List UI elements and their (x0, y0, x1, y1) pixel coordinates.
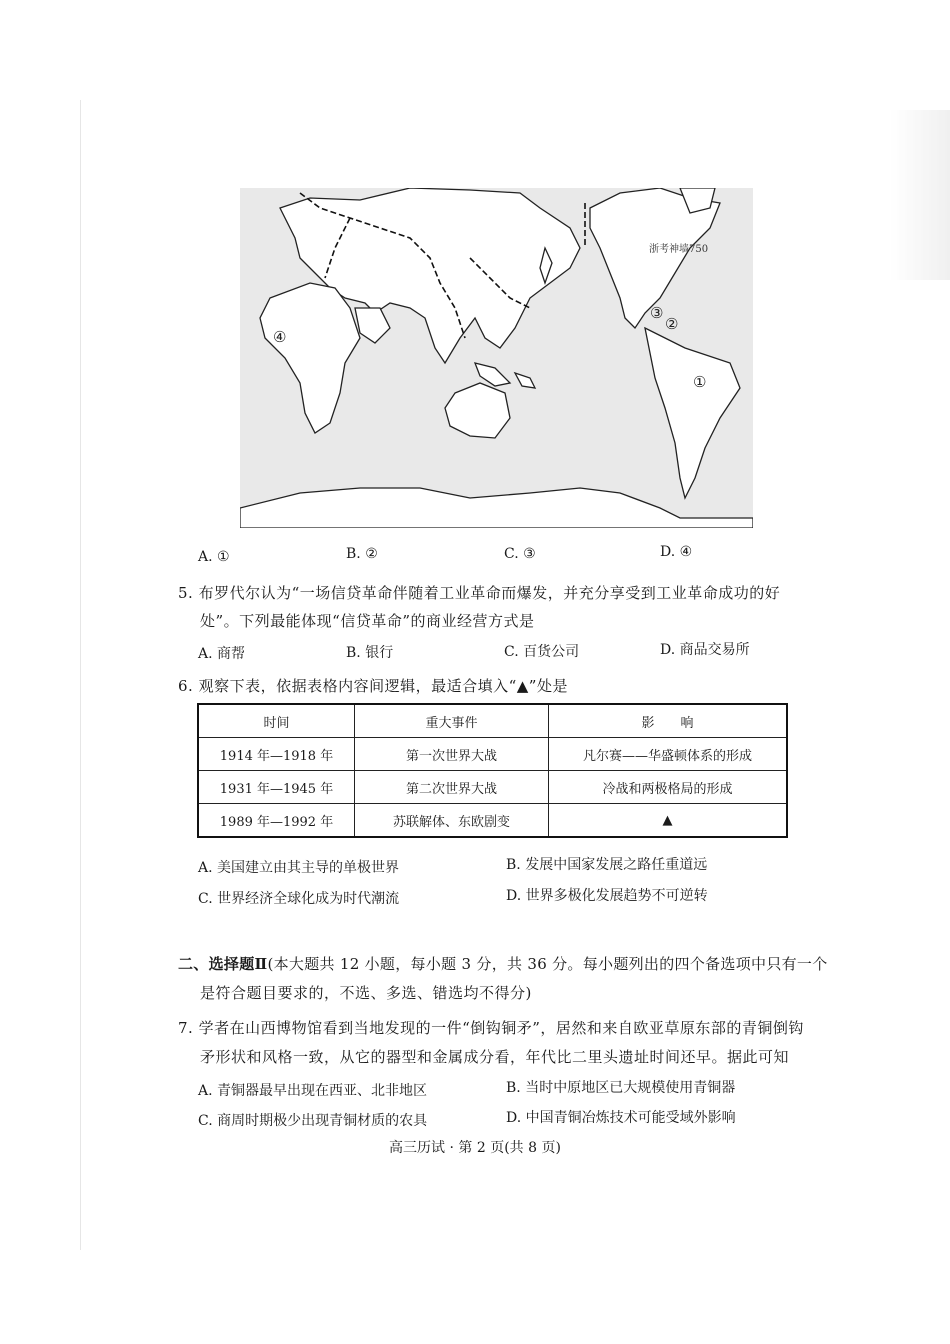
table-row (198, 738, 787, 771)
cell-event: 第二次世界大战 (355, 771, 549, 804)
cell-time: 1931 年—1945 年 (198, 771, 355, 804)
table-header-row (198, 704, 787, 738)
q4-option-c[interactable]: C. ③ (504, 546, 536, 562)
scan-shadow (890, 110, 950, 280)
q7-option-d[interactable]: D. 中国青铜冶炼技术可能受域外影响 (506, 1110, 736, 1126)
section2-heading (178, 953, 828, 974)
q6-option-b[interactable]: B. 发展中国家发展之路任重道远 (506, 857, 708, 873)
world-map-outline (240, 188, 753, 528)
header-impact: 影 响 (549, 704, 788, 738)
q5-option-d[interactable]: D. 商品交易所 (660, 642, 750, 658)
header-event: 重大事件 (355, 704, 549, 738)
antarctica-landmass (240, 488, 753, 528)
cell-impact: 冷战和两极格局的形成 (549, 771, 788, 804)
q4-option-a[interactable]: A. ① (198, 549, 230, 565)
world-map (240, 188, 753, 528)
map-marker-4: ④ (273, 328, 287, 346)
q7-stem-line1: 7. 学者在山西博物馆看到当地发现的一件“倒钩铜矛”，居然和来自欧亚草原东部的青铜倒钩 (178, 1019, 804, 1037)
page-footer: 高三历试 · 第 2 页(共 8 页) (389, 1140, 561, 1156)
table-row (198, 804, 787, 838)
q4-option-b[interactable]: B. ② (346, 546, 378, 562)
q6-events-table (197, 703, 788, 838)
q6-stem: 6. 观察下表，依据表格内容间逻辑，最适合填入“▲”处是 (178, 677, 568, 695)
q7-option-a[interactable]: A. 青铜器最早出现在西亚、北非地区 (198, 1083, 428, 1099)
q5-stem-line2: 处”。下列最能体现“信贷革命”的商业经营方式是 (200, 612, 535, 630)
q6-option-d[interactable]: D. 世界多极化发展趋势不可逆转 (506, 888, 708, 904)
q7-option-b[interactable]: B. 当时中原地区已大规模使用青铜器 (506, 1080, 736, 1096)
cell-time: 1914 年—1918 年 (198, 738, 355, 771)
scan-margin-line (80, 100, 81, 1250)
map-watermark: 浙考神墙750 (649, 244, 709, 255)
africa-landmass (260, 283, 360, 433)
south-america-landmass (645, 328, 740, 498)
q4-option-d[interactable]: D. ④ (660, 544, 693, 560)
q7-option-c[interactable]: C. 商周时期极少出现青铜材质的农具 (198, 1113, 428, 1129)
q5-option-b[interactable]: B. 银行 (346, 645, 394, 661)
cell-impact: 凡尔赛——华盛顿体系的形成 (549, 738, 788, 771)
q5-option-c[interactable]: C. 百货公司 (504, 644, 580, 660)
cell-time: 1989 年—1992 年 (198, 804, 355, 838)
map-marker-1: ① (693, 373, 707, 391)
q6-option-c[interactable]: C. 世界经济全球化成为时代潮流 (198, 891, 400, 907)
q6-option-a[interactable]: A. 美国建立由其主导的单极世界 (198, 860, 400, 876)
cell-event: 第一次世界大战 (355, 738, 549, 771)
map-marker-3: ③ (650, 304, 664, 322)
section2-desc-line1: (本大题共 12 小题，每小题 3 分，共 36 分。每小题列出的四个备选项中只有一个 (267, 955, 828, 973)
section2-title: 二、选择题Ⅱ (178, 955, 268, 973)
australia-landmass (445, 383, 510, 438)
q5-stem-line1: 5. 布罗代尔认为“一场信贷革命伴随着工业革命而爆发，并充分享受到工业革命成功的好 (178, 584, 781, 602)
cell-impact-blank: ▲ (549, 804, 788, 838)
cell-event: 苏联解体、东欧剧变 (355, 804, 549, 838)
map-marker-2: ② (665, 315, 679, 333)
q7-stem-line2: 矛形状和风格一致，从它的器型和金属成分看，年代比二里头遗址时间还早。据此可知 (200, 1048, 790, 1066)
header-time: 时间 (198, 704, 355, 738)
section2-desc-line2: 是符合题目要求的，不选、多选、错选均不得分) (200, 984, 532, 1002)
q5-option-a[interactable]: A. 商帮 (198, 646, 246, 662)
table-row (198, 771, 787, 804)
